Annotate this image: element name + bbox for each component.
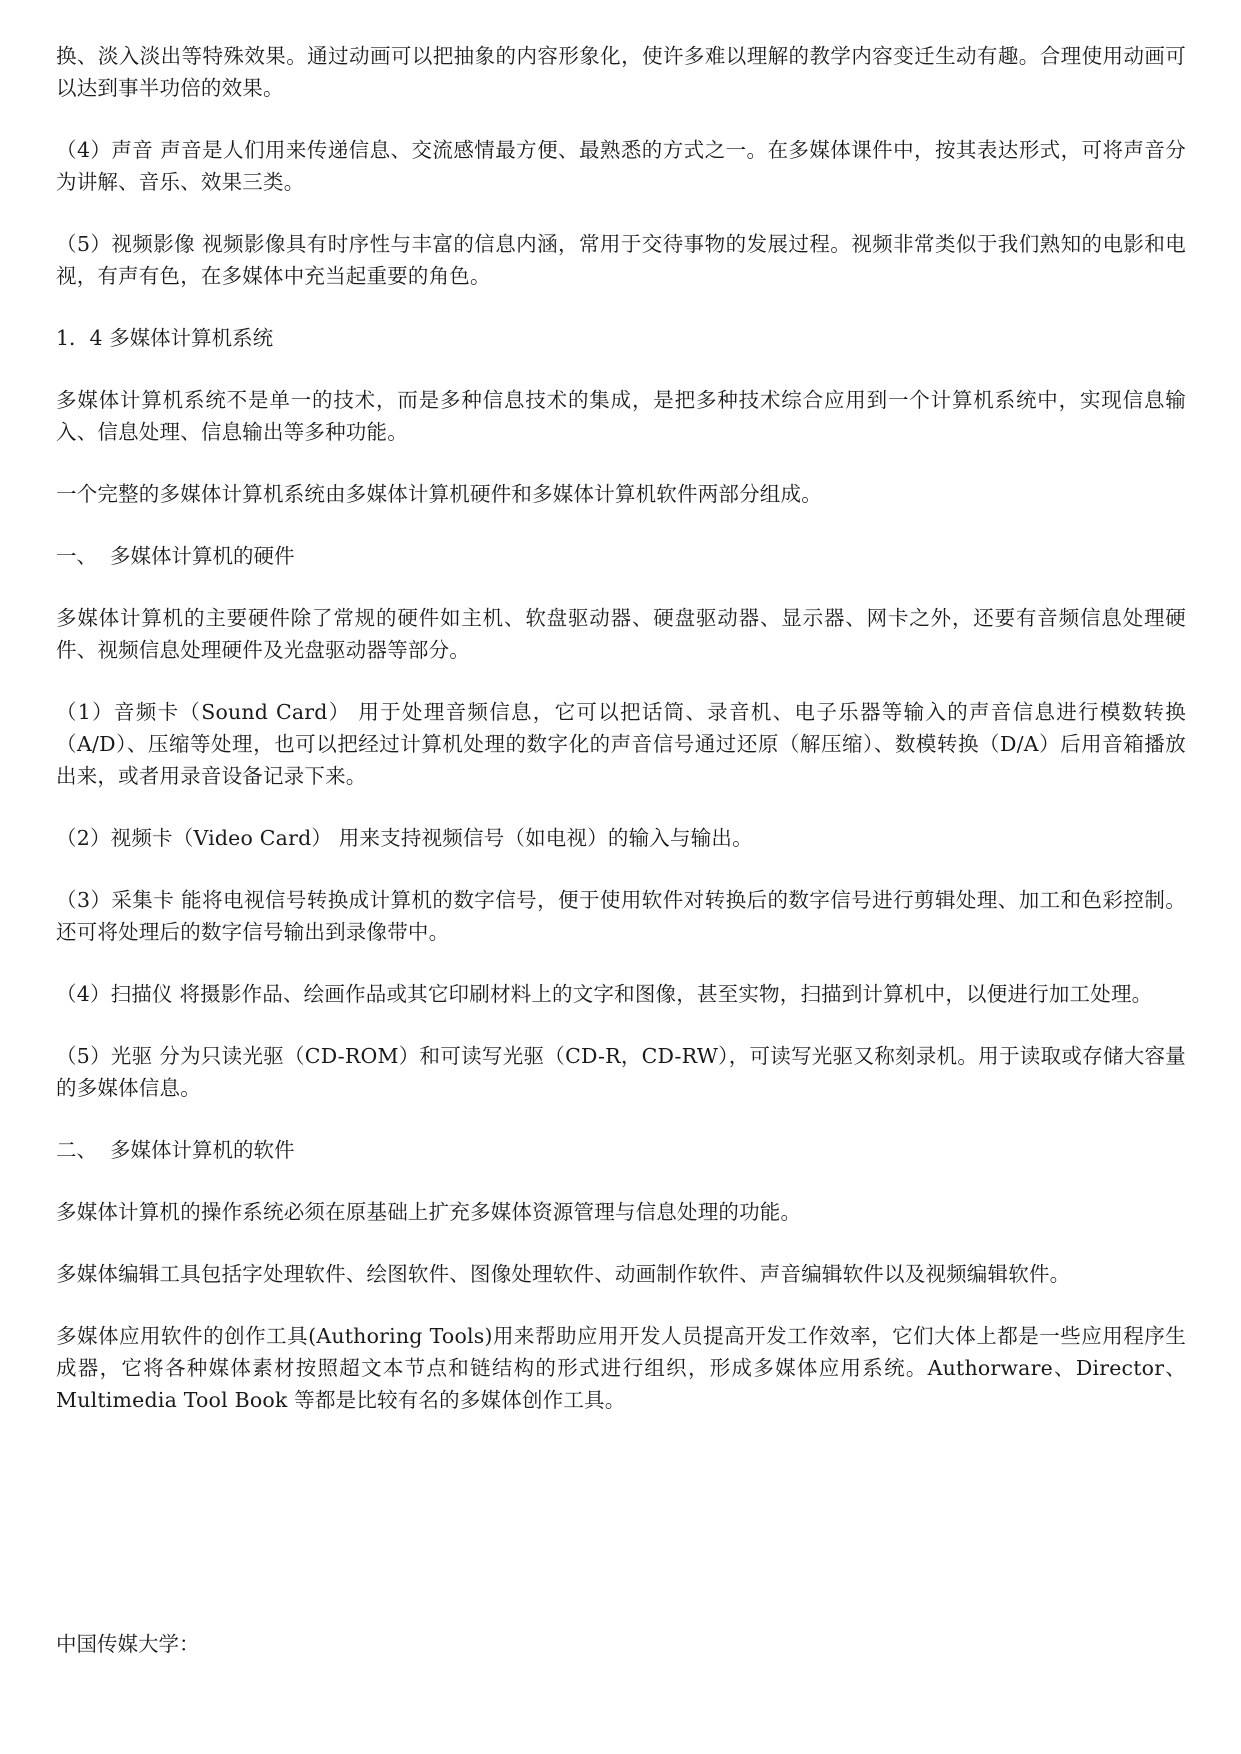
paragraph-os: 多媒体计算机的操作系统必须在原基础上扩充多媒体资源管理与信息处理的功能。 <box>56 1200 802 1224</box>
document-body <box>56 40 1186 1446</box>
paragraph-system-composition: 一个完整的多媒体计算机系统由多媒体计算机硬件和多媒体计算机软件两部分组成。 <box>56 482 822 506</box>
paragraph-optical-drive: （5）光驱 分为只读光驱（CD-ROM）和可读写光驱（CD-R，CD-RW），可读写光驱又称刻录机。用于读取或存储大容量的多媒体信息。 <box>56 1044 1186 1100</box>
section-heading-1-4: 1．4 多媒体计算机系统 <box>56 326 274 350</box>
paragraph-authoring-tools: 多媒体应用软件的创作工具(Authoring Tools)用来帮助应用开发人员提高开发工作效率，它们大体上都是一些应用程序生成器，它将各种媒体素材按照超文本节点和链结构的形式进行组织，形成多媒体应用系统。Authorware、Director、Multimedia Tool Book 等都是比较有名的多媒体创作工具。 <box>56 1324 1186 1412</box>
paragraph-editing-tools: 多媒体编辑工具包括字处理软件、绘图软件、图像处理软件、动画制作软件、声音编辑软件以及视频编辑软件。 <box>56 1262 1071 1286</box>
paragraph-sound: （4）声音 声音是人们用来传递信息、交流感情最方便、最熟悉的方式之一。在多媒体课件中，按其表达形式，可将声音分为讲解、音乐、效果三类。 <box>56 138 1186 194</box>
paragraph-video-card: （2）视频卡（Video Card） 用来支持视频信号（如电视）的输入与输出。 <box>56 826 753 850</box>
paragraph-animation-end: 换、淡入淡出等特殊效果。通过动画可以把抽象的内容形象化，使许多难以理解的教学内容变迁生动有趣。合理使用动画可以达到事半功倍的效果。 <box>56 44 1186 100</box>
subheading-software: 二、 多媒体计算机的软件 <box>56 1138 295 1162</box>
paragraph-sound-card: （1）音频卡（Sound Card） 用于处理音频信息，它可以把话筒、录音机、电子乐器等输入的声音信息进行模数转换（A/D）、压缩等处理，也可以把经过计算机处理的数字化的声音信号通过还原（解压缩）、数模转换（D/A）后用音箱播放出来，或者用录音设备记录下来。 <box>56 700 1186 788</box>
footer-university: 中国传媒大学： <box>56 1632 200 1656</box>
paragraph-scanner: （4）扫描仪 将摄影作品、绘画作品或其它印刷材料上的文字和图像，甚至实物，扫描到计算机中，以便进行加工处理。 <box>56 982 1153 1006</box>
paragraph-system-intro: 多媒体计算机系统不是单一的技术，而是多种信息技术的集成，是把多种技术综合应用到一个计算机系统中，实现信息输入、信息处理、信息输出等多种功能。 <box>56 388 1186 444</box>
paragraph-capture-card: （3）采集卡 能将电视信号转换成计算机的数字信号，便于使用软件对转换后的数字信号进行剪辑处理、加工和色彩控制。还可将处理后的数字信号输出到录像带中。 <box>56 888 1186 944</box>
paragraph-video: （5）视频影像 视频影像具有时序性与丰富的信息内涵，常用于交待事物的发展过程。视频非常类似于我们熟知的电影和电视，有声有色，在多媒体中充当起重要的角色。 <box>56 232 1186 288</box>
subheading-hardware: 一、 多媒体计算机的硬件 <box>56 544 295 568</box>
paragraph-hardware-intro: 多媒体计算机的主要硬件除了常规的硬件如主机、软盘驱动器、硬盘驱动器、显示器、网卡之外，还要有音频信息处理硬件、视频信息处理硬件及光盘驱动器等部分。 <box>56 606 1186 662</box>
